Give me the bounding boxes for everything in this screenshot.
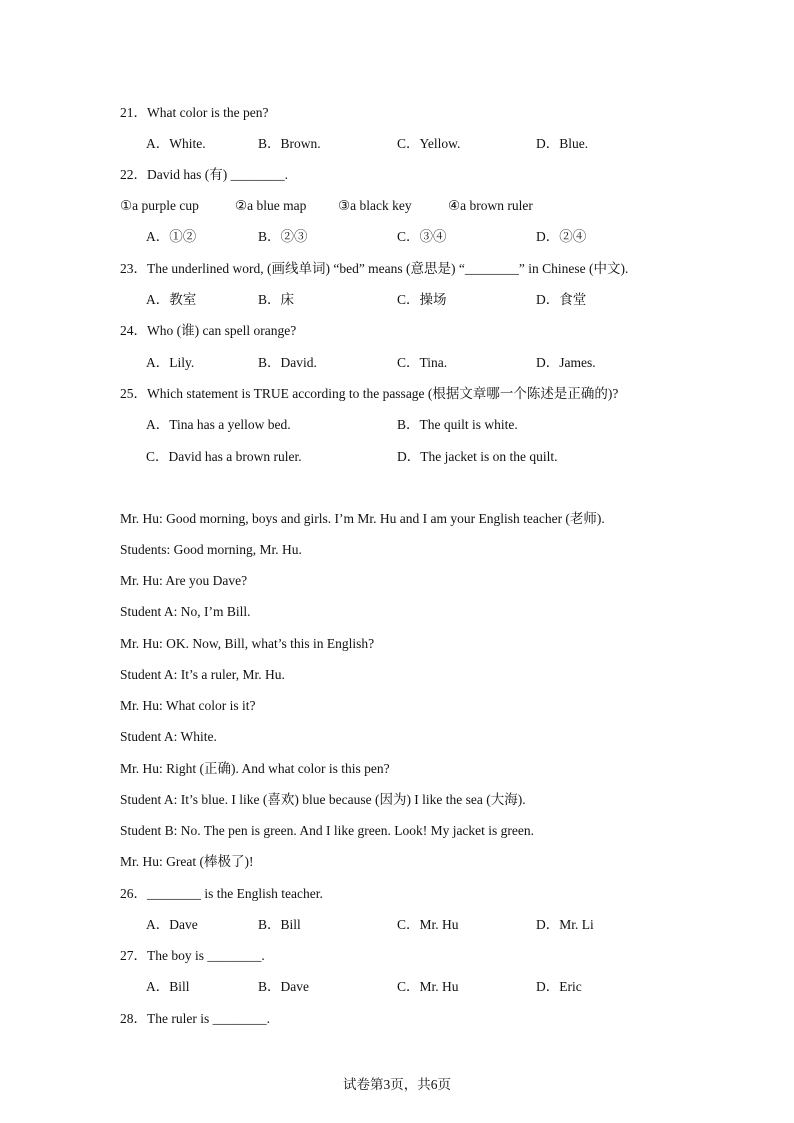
- option-a[interactable]: A．Tina has a yellow bed.: [146, 417, 291, 432]
- option-a[interactable]: A．Dave: [146, 917, 198, 932]
- option-c[interactable]: C．Tina.: [397, 355, 448, 370]
- option-b[interactable]: B．②③: [258, 229, 308, 244]
- dialogue-line: Mr. Hu: Right (正确). And what color is this pen?: [120, 761, 390, 776]
- option-d[interactable]: D．食堂: [536, 292, 587, 307]
- dialogue-line: Student B: No. The pen is green. And I like green. Look! My jacket is green.: [120, 823, 535, 838]
- option-a[interactable]: A．①②: [146, 229, 197, 244]
- option-d[interactable]: D．The jacket is on the quilt.: [397, 449, 558, 464]
- question-24-stem: 24．Who (谁) can spell orange?: [120, 323, 297, 338]
- question-21-stem: 21．What color is the pen?: [120, 105, 269, 120]
- option-b[interactable]: B．David.: [258, 355, 317, 370]
- item-4: ④a brown ruler: [448, 198, 533, 213]
- question-27-stem: 27．The boy is ________.: [120, 948, 265, 963]
- question-22-options: [146, 228, 706, 246]
- option-c[interactable]: C．③④: [397, 229, 447, 244]
- question-26-stem: 26．________ is the English teacher.: [120, 886, 323, 901]
- option-d[interactable]: D．Mr. Li: [536, 917, 594, 932]
- question-26-options: [146, 916, 706, 934]
- option-b[interactable]: B．Brown.: [258, 136, 321, 151]
- option-b[interactable]: B．床: [258, 292, 295, 307]
- dialogue-line: Mr. Hu: OK. Now, Bill, what’s this in English?: [120, 636, 375, 651]
- item-3: ③a black key: [338, 198, 412, 213]
- dialogue-line: Student A: It’s a ruler, Mr. Hu.: [120, 667, 285, 682]
- question-28-stem: 28．The ruler is ________.: [120, 1011, 270, 1026]
- dialogue-line: Students: Good morning, Mr. Hu.: [120, 542, 302, 557]
- question-25-stem: 25．Which statement is TRUE according to the passage (根据文章哪一个陈述是正确的)?: [120, 386, 619, 401]
- dialogue-line: Student A: White.: [120, 729, 217, 744]
- option-d[interactable]: D．James.: [536, 355, 596, 370]
- question-22-items: [120, 197, 680, 215]
- question-23-options: [146, 291, 706, 309]
- question-25-options-row-2: [146, 448, 706, 466]
- option-a[interactable]: A．Lily.: [146, 355, 195, 370]
- question-24-options: [146, 354, 706, 372]
- option-d[interactable]: D．Eric: [536, 979, 582, 994]
- dialogue-line: Mr. Hu: Are you Dave?: [120, 573, 248, 588]
- option-b[interactable]: B．The quilt is white.: [397, 417, 518, 432]
- item-2: ②a blue map: [235, 198, 307, 213]
- option-c[interactable]: C．Mr. Hu: [397, 917, 459, 932]
- option-c[interactable]: C．Yellow.: [397, 136, 461, 151]
- item-1: ①a purple cup: [120, 198, 199, 213]
- dialogue-line: Mr. Hu: Great (棒极了)!: [120, 854, 254, 869]
- dialogue-line: Mr. Hu: What color is it?: [120, 698, 256, 713]
- question-27-options: [146, 978, 706, 996]
- option-c[interactable]: C．Mr. Hu: [397, 979, 459, 994]
- dialogue-line: Student A: No, I’m Bill.: [120, 604, 251, 619]
- question-22-stem: 22．David has (有) ________.: [120, 167, 288, 182]
- page-footer: 试卷第3页，共6页: [343, 1077, 451, 1092]
- option-c[interactable]: C．David has a brown ruler.: [146, 449, 302, 464]
- option-d[interactable]: D．Blue.: [536, 136, 589, 151]
- option-b[interactable]: B．Bill: [258, 917, 301, 932]
- option-b[interactable]: B．Dave: [258, 979, 309, 994]
- option-a[interactable]: A．White.: [146, 136, 206, 151]
- dialogue-line: Student A: It’s blue. I like (喜欢) blue because (因为) I like the sea (大海).: [120, 792, 526, 807]
- question-23-stem: 23．The underlined word, (画线单词) “bed” means (意思是) “________” in Chinese (中文).: [120, 261, 629, 276]
- option-d[interactable]: D．②④: [536, 229, 587, 244]
- dialogue-line: Mr. Hu: Good morning, boys and girls. I’m Mr. Hu and I am your English teacher (老师).: [120, 511, 605, 526]
- question-25-options-row-1: [146, 416, 706, 434]
- option-c[interactable]: C．操场: [397, 292, 447, 307]
- question-21-options: [146, 135, 706, 153]
- option-a[interactable]: A．教室: [146, 292, 197, 307]
- option-a[interactable]: A．Bill: [146, 979, 190, 994]
